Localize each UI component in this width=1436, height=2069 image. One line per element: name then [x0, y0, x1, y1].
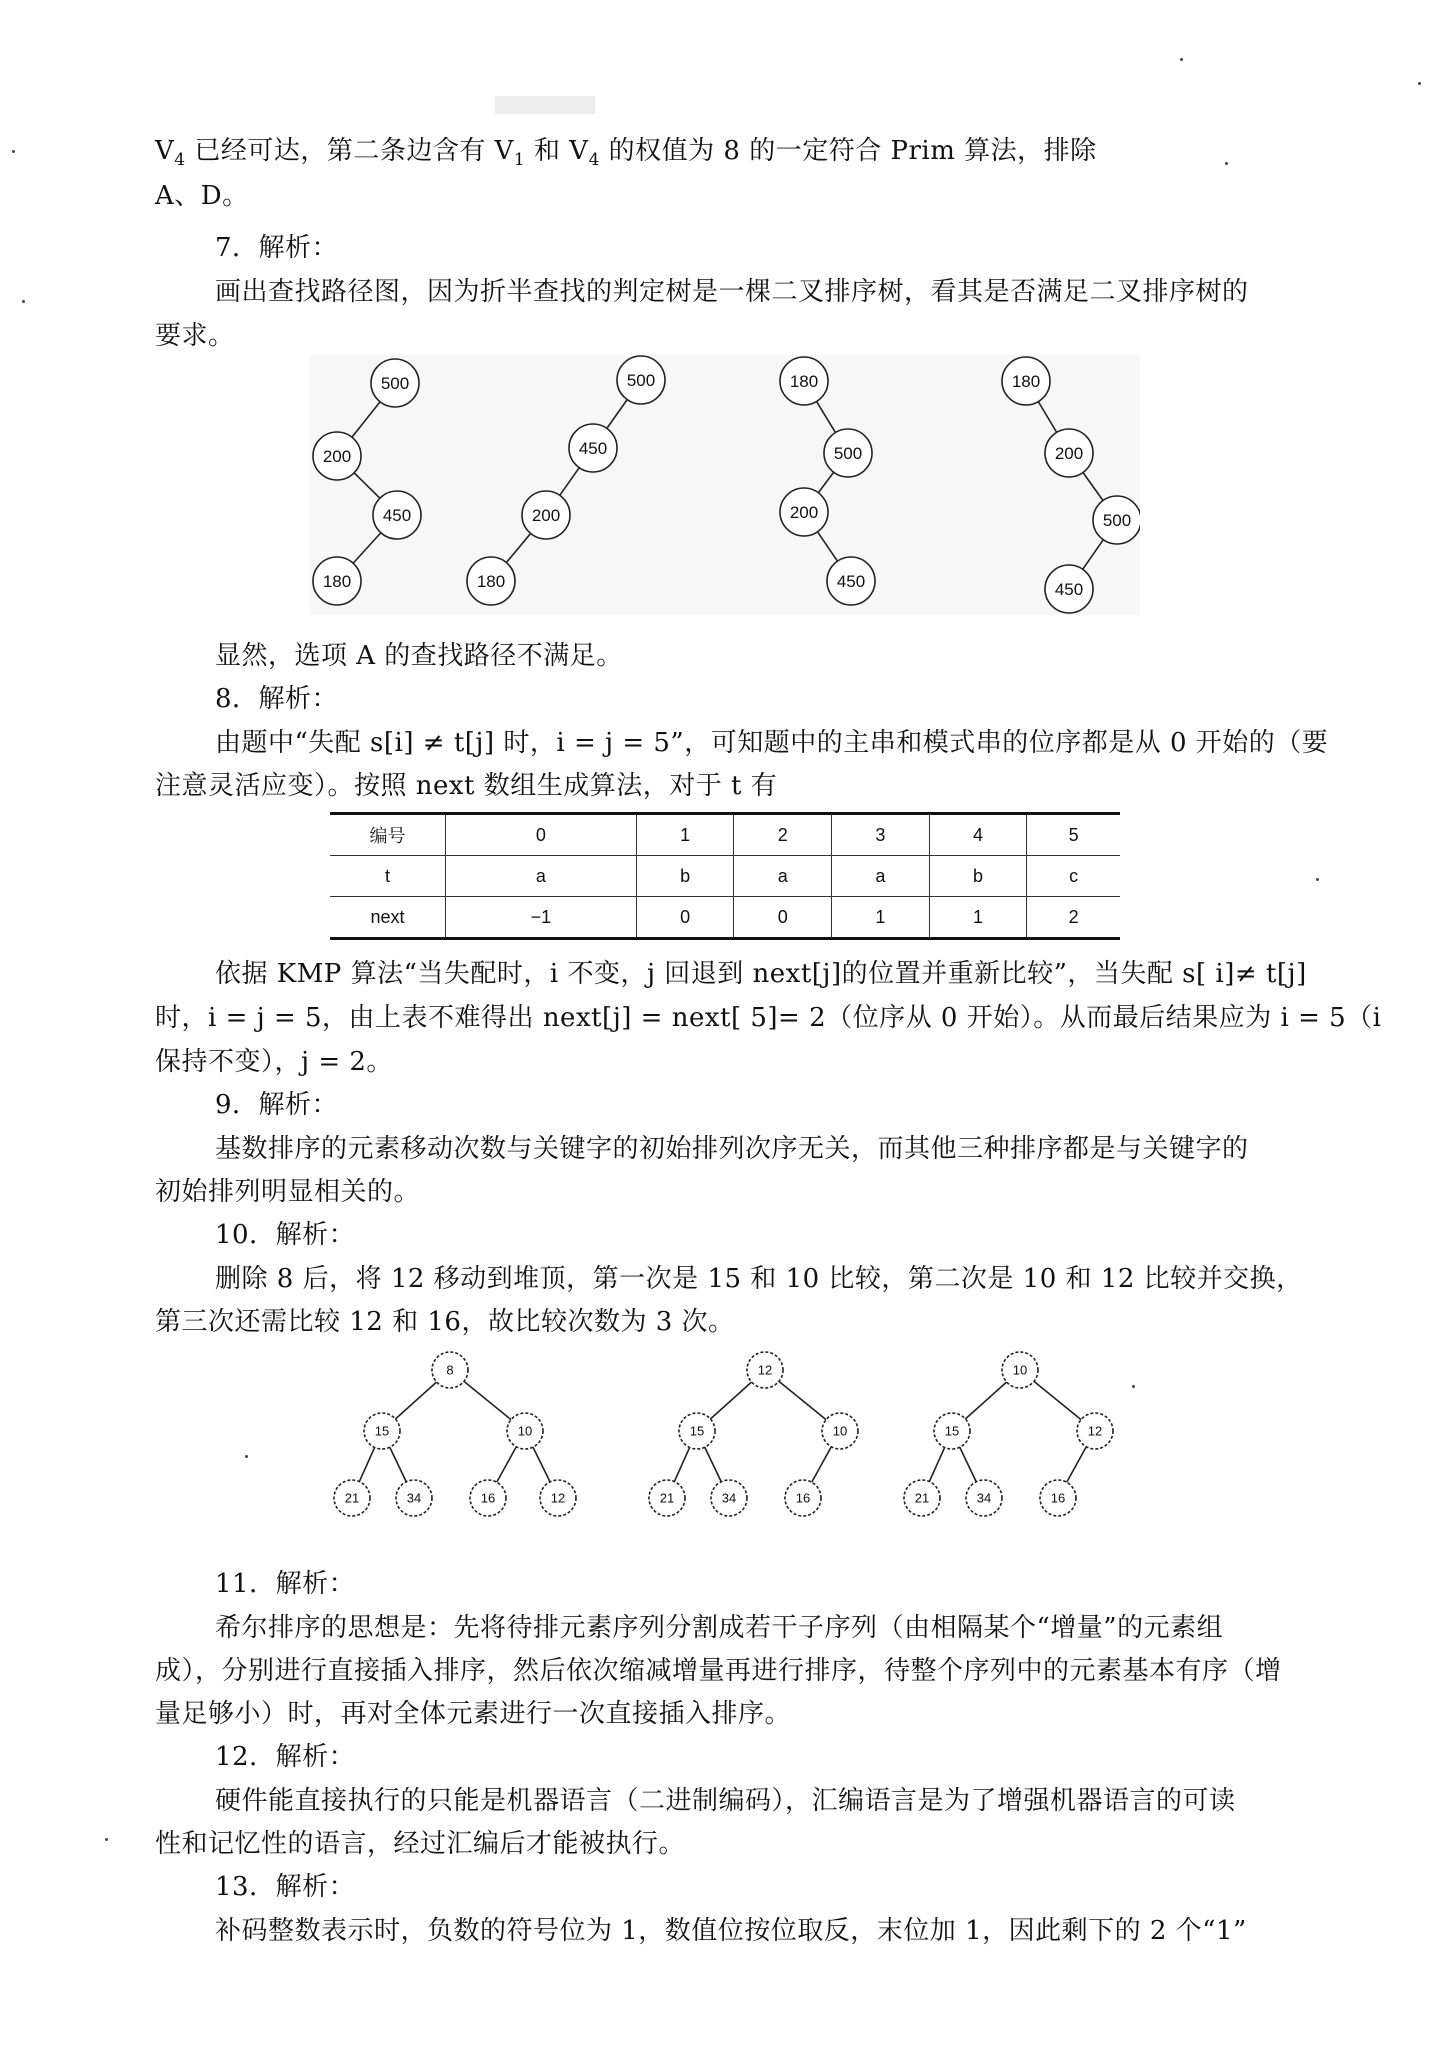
node-label: 10	[517, 1423, 533, 1439]
table-cell: 3	[832, 814, 930, 856]
tree-edge	[779, 1381, 826, 1419]
tree-edge	[674, 1447, 689, 1481]
table-cell: 1	[929, 897, 1027, 939]
node-label: 180	[789, 371, 819, 391]
node-label: 12	[1087, 1423, 1103, 1439]
node-label: 10	[832, 1423, 848, 1439]
table-cell: 2	[1027, 897, 1120, 939]
table-cell: a	[832, 856, 930, 897]
node-label: 34	[406, 1490, 422, 1506]
scan-speck	[245, 1455, 248, 1458]
node-label: 16	[480, 1490, 496, 1506]
scan-speck	[1316, 878, 1319, 881]
row-header-cell: next	[370, 906, 405, 927]
tree-edge	[710, 1382, 751, 1419]
paragraph-line: 初始排列明显相关的。	[155, 1177, 421, 1207]
node-label: 180	[1011, 371, 1041, 391]
node-label: 12	[550, 1490, 566, 1506]
table-row	[330, 814, 1120, 856]
text-fragment: V	[155, 136, 175, 166]
subscript: 4	[174, 150, 186, 170]
tree-edge	[395, 1382, 436, 1419]
table-cell: 4	[929, 814, 1027, 856]
text-fragment: 和 V	[525, 136, 589, 166]
node-label: 34	[976, 1490, 992, 1506]
tree-edge	[812, 1447, 832, 1482]
scan-speck	[1418, 82, 1421, 85]
node-label: 15	[689, 1423, 705, 1439]
scan-speck	[1180, 58, 1183, 61]
subscript: 1	[513, 150, 526, 170]
node-label: 450	[578, 438, 608, 458]
node-label: 450	[382, 505, 412, 525]
tree-edge	[705, 1447, 721, 1482]
node-label: 200	[531, 505, 561, 525]
kmp-next-table	[330, 812, 1120, 940]
node-label: 21	[659, 1490, 675, 1506]
node-label: 8	[446, 1362, 454, 1378]
paragraph-line: 删除 8 后，将 12 移动到堆顶，第一次是 15 和 10 比较，第二次是 10 和 12 比较并交换，	[215, 1264, 1303, 1294]
tree-edge	[390, 1447, 406, 1482]
paragraph-line: 补码整数表示时，负数的符号位为 1，数值位按位取反，末位加 1，因此剩下的 2 个“1”	[215, 1916, 1247, 1946]
scan-speck	[105, 1838, 108, 1841]
section-heading: 13．解析：	[215, 1872, 356, 1902]
table-cell: 0	[636, 897, 734, 939]
node-label: 21	[914, 1490, 930, 1506]
tree-edge	[497, 1447, 517, 1482]
table-row	[330, 856, 1120, 897]
table-cell: a	[734, 856, 832, 897]
paragraph-line: 依据 KMP 算法“当失配时，i 不变，j 回退到 next[j]的位置并重新比较”，当失配 s[ i]≠ t[j]	[215, 959, 1307, 989]
paragraph-line: 第三次还需比较 12 和 16，故比较次数为 3 次。	[155, 1307, 735, 1337]
paragraph-line: 画出查找路径图，因为折半查找的判定树是一棵二叉排序树，看其是否满足二叉排序树的	[215, 277, 1249, 307]
node-label: 15	[944, 1423, 960, 1439]
node-label: 180	[476, 571, 506, 591]
row-header-cell: 编号	[330, 814, 446, 856]
tree-edge	[533, 1447, 550, 1482]
node-label: 200	[322, 446, 352, 466]
node-label: 200	[1054, 443, 1084, 463]
paragraph-line: 要求。	[155, 321, 235, 351]
table-cell: −1	[446, 897, 637, 939]
table-cell: a	[446, 856, 637, 897]
paragraph-line: 量足够小）时，再对全体元素进行一次直接插入排序。	[155, 1699, 792, 1729]
tree-edge	[1034, 1381, 1081, 1419]
text-line: A、D。	[155, 181, 249, 211]
node-label: 10	[1012, 1362, 1028, 1378]
table-cell: b	[929, 856, 1027, 897]
table-cell: 2	[734, 814, 832, 856]
tree-edge	[929, 1447, 944, 1481]
node-label: 16	[795, 1490, 811, 1506]
paragraph-line: 希尔排序的思想是：先将待排元素序列分割成若干子序列（由相隔某个“增量”的元素组	[215, 1613, 1224, 1643]
tree-edge	[359, 1447, 374, 1481]
node-label: 500	[1102, 510, 1132, 530]
node-label: 450	[1054, 579, 1084, 599]
tree-edge	[464, 1381, 511, 1419]
table-cell: c	[1027, 856, 1120, 897]
paragraph-line: 保持不变），j = 2。	[155, 1047, 393, 1077]
scan-speck	[12, 150, 15, 153]
table-cell: 1	[832, 897, 930, 939]
node-label: 200	[789, 502, 819, 522]
tree-edge	[1067, 1447, 1087, 1482]
text-fragment: 的权值为 8 的一定符合 Prim 算法，排除	[599, 136, 1097, 166]
section-heading: 9．解析：	[215, 1090, 339, 1120]
row-header-cell: t	[330, 856, 446, 897]
scan-speck	[22, 300, 25, 303]
node-label: 16	[1050, 1490, 1066, 1506]
table-row	[330, 897, 1120, 939]
tree-edge	[960, 1447, 976, 1482]
heap-figure	[320, 1345, 1140, 1540]
scan-speck	[1225, 162, 1228, 165]
paragraph-line: 注意灵活应变）。按照 next 数组生成算法，对于 t 有	[155, 771, 778, 801]
table-cell: b	[636, 856, 734, 897]
search-path-figure	[310, 355, 1140, 615]
tree-edge	[965, 1382, 1006, 1419]
table-cell: 0	[734, 897, 832, 939]
text-line	[155, 135, 1097, 176]
paragraph-line: 由题中“失配 s[i] ≠ t[j] 时，i = j = 5”，可知题中的主串和模式串的位序都是从 0 开始的（要	[215, 728, 1329, 758]
node-label: 450	[836, 571, 866, 591]
table-cell: 0	[446, 814, 637, 856]
text-fragment: 已经可达，第二条边含有 V	[185, 136, 514, 166]
table-cell: 5	[1027, 814, 1120, 856]
section-heading: 8．解析：	[215, 684, 339, 714]
paragraph-line: 时，i = j = 5，由上表不难得出 next[j] = next[ 5]= 2（位序从 0 开始）。从而最后结果应为 i = 5（i	[155, 1003, 1382, 1033]
section-heading: 10．解析：	[215, 1220, 356, 1250]
paragraph-line: 显然，选项 A 的查找路径不满足。	[215, 641, 623, 671]
section-heading: 7．解析：	[215, 233, 339, 263]
paragraph-line: 性和记忆性的语言，经过汇编后才能被执行。	[155, 1829, 686, 1859]
header-stamp	[495, 96, 595, 114]
paragraph-line: 硬件能直接执行的只能是机器语言（二进制编码），汇编语言是为了增强机器语言的可读	[215, 1786, 1236, 1816]
node-label: 180	[322, 571, 352, 591]
paragraph-line: 基数排序的元素移动次数与关键字的初始排列次序无关，而其他三种排序都是与关键字的	[215, 1134, 1249, 1164]
table-cell: 1	[636, 814, 734, 856]
node-label: 500	[833, 443, 863, 463]
node-label: 21	[344, 1490, 360, 1506]
node-label: 12	[757, 1362, 773, 1378]
node-label: 500	[626, 370, 656, 390]
paragraph-line: 成），分别进行直接插入排序，然后依次缩减增量再进行排序，待整个序列中的元素基本有序（增	[155, 1656, 1282, 1686]
subscript: 4	[588, 150, 600, 170]
node-label: 34	[721, 1490, 737, 1506]
section-heading: 12．解析：	[215, 1742, 356, 1772]
node-label: 15	[374, 1423, 390, 1439]
section-heading: 11．解析：	[215, 1569, 356, 1599]
node-label: 500	[380, 373, 410, 393]
